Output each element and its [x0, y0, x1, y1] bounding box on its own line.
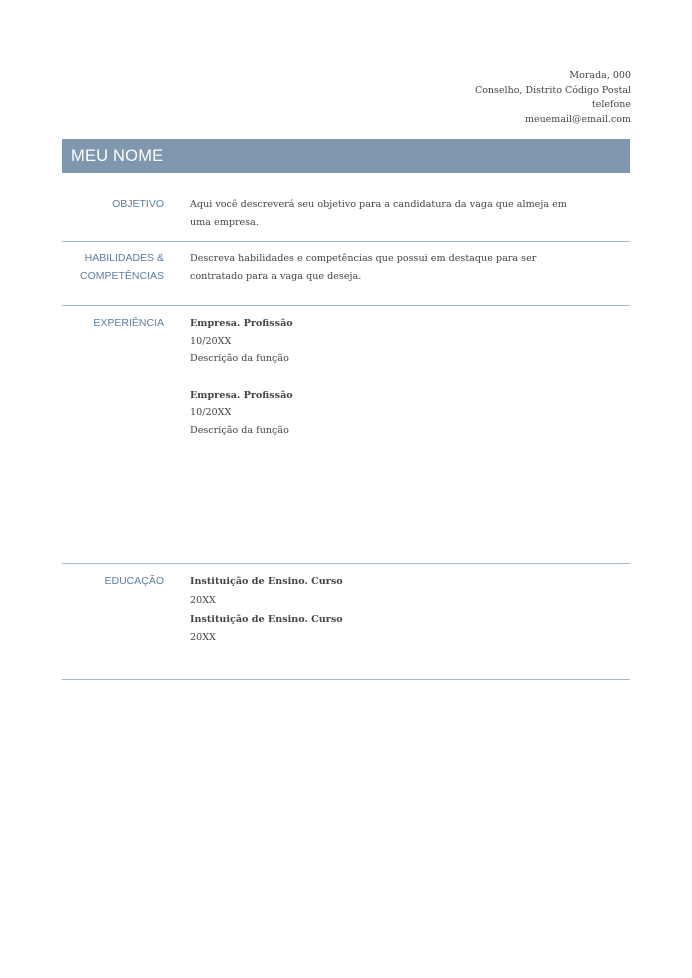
skills-line: Descreva habilidades e competências que possui em destaque para ser — [190, 253, 537, 264]
objective-line: uma empresa. — [190, 216, 259, 228]
skills-text — [190, 250, 590, 285]
contact-address: Morada, 000 — [569, 70, 631, 81]
experience-title: Empresa. Profissão — [190, 389, 293, 401]
section-divider — [62, 305, 630, 306]
skills-label-line: COMPETÊNCIAS — [79, 269, 164, 282]
education-label: EDUCAÇÃO — [104, 575, 164, 587]
section-divider — [62, 563, 630, 564]
education-year: 20XX — [190, 632, 216, 644]
education-title: Instituição de Ensino. Curso — [190, 613, 343, 625]
contact-email: meuemail@email.com — [524, 113, 631, 125]
education-title: Instituição de Ensino. Curso — [190, 576, 343, 587]
section-divider — [62, 241, 630, 242]
experience-description: Descrição da função — [190, 424, 289, 436]
experience-entry — [190, 315, 590, 368]
education-entry — [190, 573, 590, 611]
experience-entry — [190, 387, 590, 440]
skills-line: contratado para a vaga que deseja. — [190, 270, 362, 282]
experience-title: Empresa. Profissão — [190, 318, 293, 329]
section-divider — [62, 679, 630, 680]
resume-name: MEU NOME — [71, 147, 164, 165]
education-year: 20XX — [190, 594, 216, 606]
objective-text — [190, 196, 590, 231]
objective-label: OBJETIVO — [112, 198, 164, 210]
name-banner — [62, 139, 630, 173]
experience-description: Descrição da função — [190, 353, 289, 364]
contact-block — [475, 69, 631, 127]
education-entry — [190, 611, 590, 649]
experience-list — [190, 315, 590, 439]
experience-label: EXPERIÊNCIA — [93, 317, 164, 329]
experience-date: 10/20XX — [190, 407, 232, 418]
contact-phone: telefone — [591, 99, 631, 111]
skills-label — [80, 250, 164, 285]
contact-city: Conselho, Distrito Código Postal — [474, 84, 631, 96]
experience-date: 10/20XX — [190, 335, 232, 347]
education-list — [190, 573, 590, 648]
skills-label-line: HABILIDADES & — [84, 252, 164, 264]
objective-line: Aqui você descreverá seu objetivo para a candidatura da vaga que almeja em — [190, 199, 567, 210]
